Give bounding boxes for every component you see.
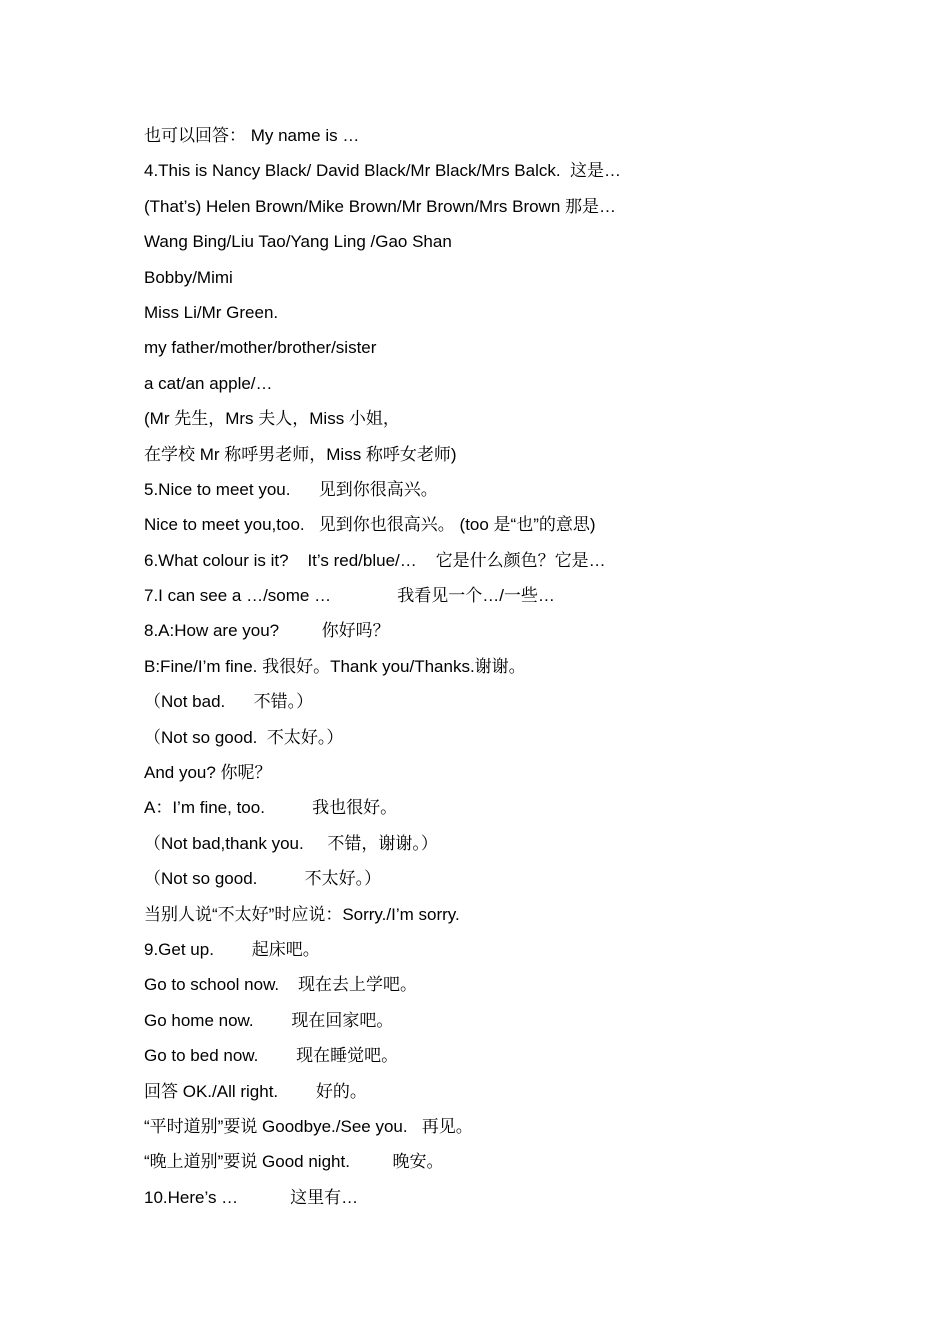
- text-line: 在学校 Mr 称呼男老师，Miss 称呼女老师): [144, 444, 457, 464]
- text-line: 7.I can see a …/some … 我看见一个…/一些…: [144, 586, 555, 606]
- text-line: (That’s) Helen Brown/Mike Brown/Mr Brown/Mrs Brown 那是…: [144, 196, 617, 216]
- text-line: (Mr 先生，Mrs 夫人，Miss 小姐，: [144, 409, 400, 429]
- text-line: B:Fine/I’m fine. 我很好。Thank you/Thanks.谢谢。: [144, 656, 526, 676]
- text-line: And you? 你呢？: [144, 763, 272, 783]
- text-line: Go to bed now. 现在睡觉吧。: [144, 1046, 399, 1066]
- text-line: Go to school now. 现在去上学吧。: [144, 975, 418, 995]
- text-line: Go home now. 现在回家吧。: [144, 1010, 394, 1030]
- text-line: Bobby/Mimi: [144, 267, 233, 287]
- text-line: Wang Bing/Liu Tao/Yang Ling /Gao Shan: [144, 232, 452, 252]
- text-line: 回答 OK./All right. 好的。: [144, 1081, 367, 1101]
- text-line: 9.Get up. 起床吧。: [144, 939, 320, 959]
- text-line: （Not so good. 不太好。）: [144, 869, 382, 889]
- text-line: （Not bad,thank you. 不错，谢谢。）: [144, 833, 438, 853]
- text-line: A：I’m fine, too. 我也很好。: [144, 798, 398, 818]
- text-line: 5.Nice to meet you. 见到你很高兴。: [144, 479, 438, 499]
- text-line: “平时道别”要说 Goodbye./See you. 再见。: [144, 1116, 473, 1136]
- text-line: 8.A:How are you? 你好吗？: [144, 621, 390, 641]
- text-line: 也可以回答： My name is …: [144, 126, 360, 145]
- text-line: a cat/an apple/…: [144, 373, 273, 393]
- text-line: 当别人说“不太好”时应说：Sorry./I’m sorry.: [144, 904, 460, 924]
- document-body: [144, 118, 844, 1215]
- text-line: 10.Here’s … 这里有…: [144, 1187, 359, 1207]
- text-line: 4.This is Nancy Black/ David Black/Mr Black/Mrs Balck. 这是…: [144, 161, 622, 181]
- text-line: my father/mother/brother/sister: [144, 338, 377, 358]
- text-line: 6.What colour is it? It’s red/blue/… 它是什么颜色？它是…: [144, 550, 606, 570]
- text-line: Nice to meet you,too. 见到你也很高兴。 (too 是“也”的意思): [144, 515, 596, 535]
- text-line: “晚上道别”要说 Good night. 晚安。: [144, 1152, 444, 1172]
- text-line: （Not so good. 不太好。）: [144, 727, 344, 747]
- text-line: Miss Li/Mr Green.: [144, 302, 279, 322]
- text-line: （Not bad. 不错。）: [144, 692, 314, 712]
